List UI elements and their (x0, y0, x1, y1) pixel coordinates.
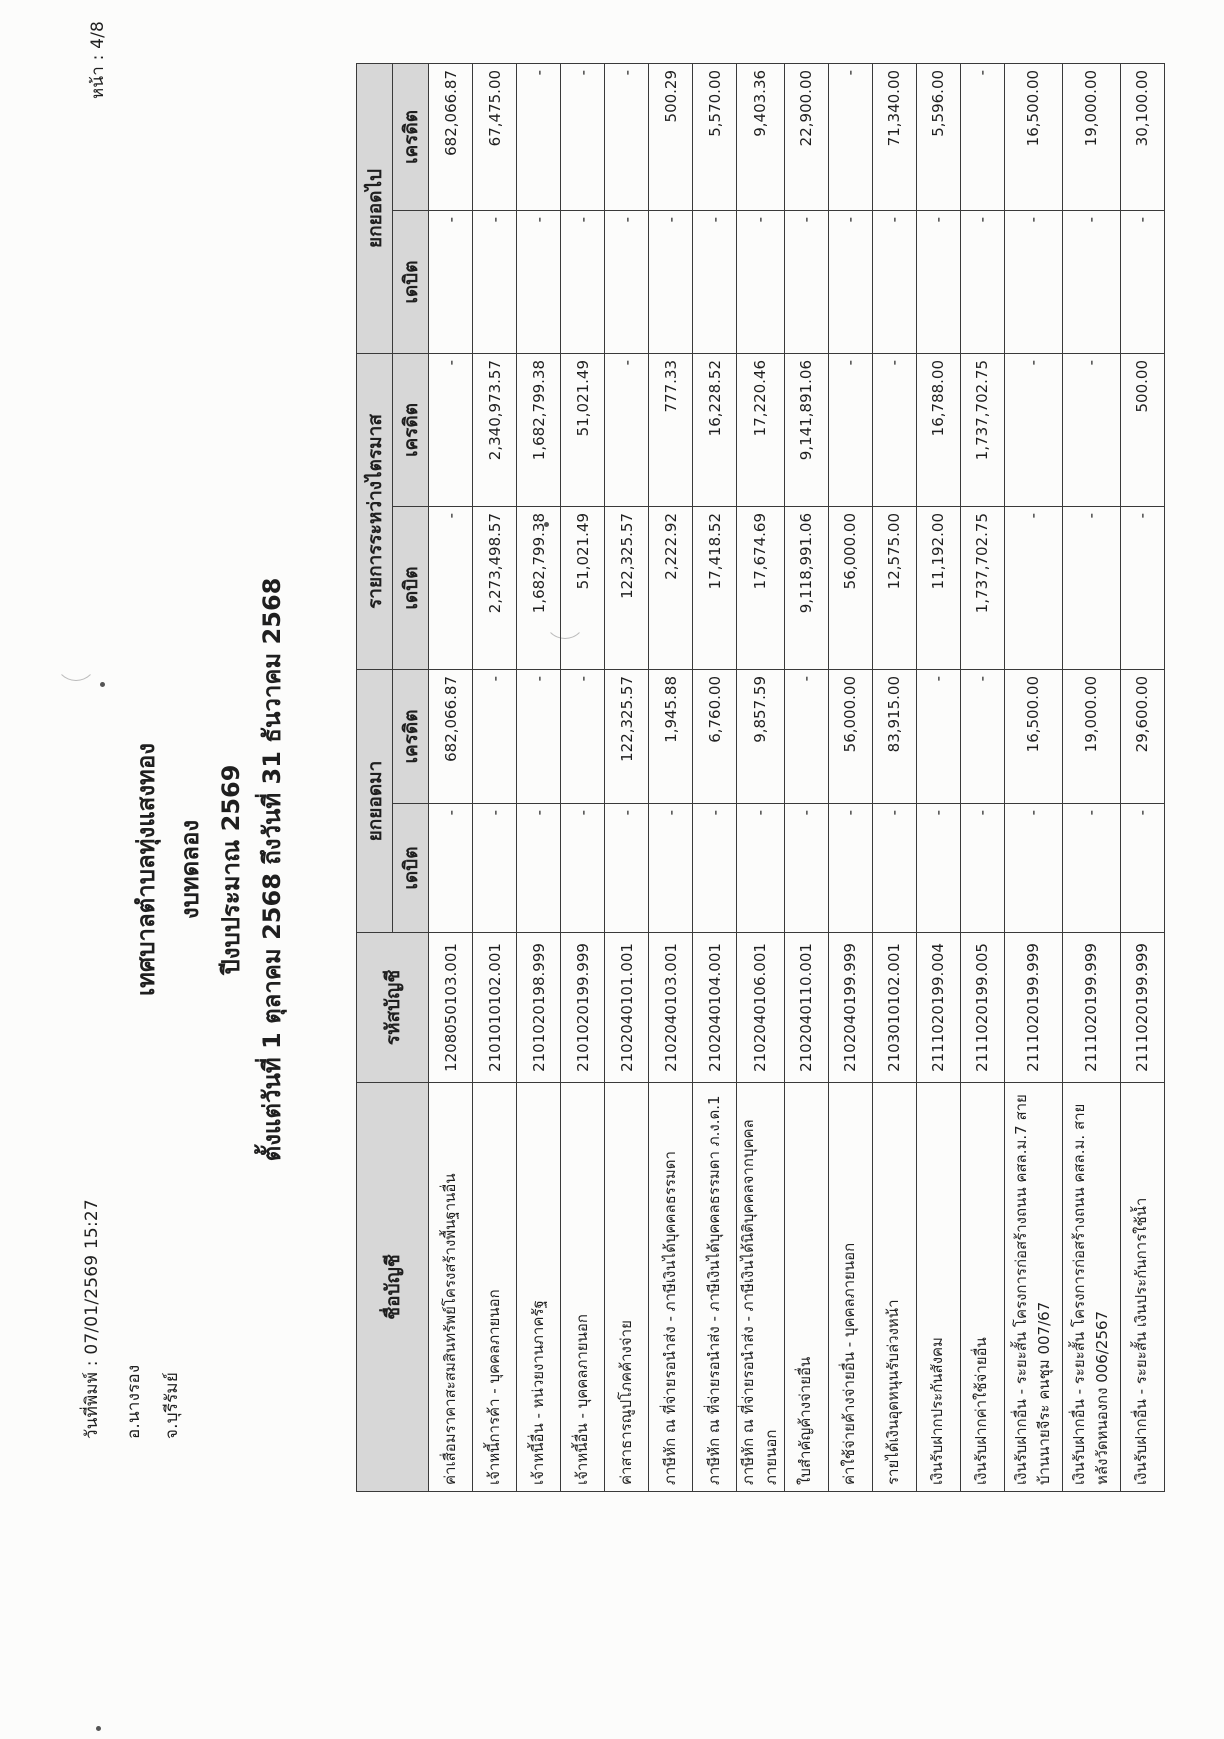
cf-credit-cell: 5,570.00 (693, 63, 737, 210)
cf-credit-cell: - (517, 63, 561, 210)
cf-debit-cell: - (1062, 210, 1120, 353)
quarter-credit-cell: 2,340,973.57 (473, 353, 517, 506)
bf-debit-cell: - (960, 804, 1004, 933)
quarter-credit-cell: 16,788.00 (916, 353, 960, 506)
col-header-debit: เดบิต (393, 804, 429, 933)
quarter-debit-cell: 17,674.69 (737, 507, 785, 670)
cf-credit-cell: - (960, 63, 1004, 210)
account-name-cell: ค่าสาธารณูปโภคค้างจ่าย (605, 1083, 649, 1492)
cf-debit-cell: - (473, 210, 517, 353)
cf-credit-cell: - (561, 63, 605, 210)
group-header-brought-forward: ยกยอดมา (357, 670, 393, 933)
table-row (916, 63, 960, 1491)
table-row (828, 63, 872, 1491)
account-code-cell: 1208050103.001 (429, 933, 473, 1083)
cf-debit-cell: - (737, 210, 785, 353)
quarter-credit-cell: - (1062, 353, 1120, 506)
cf-debit-cell: - (1004, 210, 1062, 353)
trial-balance-table (356, 63, 1165, 1492)
quarter-credit-cell: 1,682,799.38 (517, 353, 561, 506)
cf-debit-cell: - (828, 210, 872, 353)
account-name-cell: เงินรับฝากค่าใช้จ่ายอื่น (960, 1083, 1004, 1492)
group-header-carried-forward: ยกยอดไป (357, 63, 393, 353)
account-name-cell: เจ้าหนี้การค้า - บุคคลภายนอก (473, 1083, 517, 1492)
col-header-debit: เดบิต (393, 210, 429, 353)
account-name-cell: รายได้เงินอุดหนุนรับล่วงหน้า (872, 1083, 916, 1492)
quarter-debit-cell: 11,192.00 (916, 507, 960, 670)
bf-credit-cell: 9,857.59 (737, 670, 785, 804)
punch-dot (96, 1726, 101, 1731)
table-row (561, 63, 605, 1491)
table-row (473, 63, 517, 1491)
account-code-cell: 2102040104.001 (693, 933, 737, 1083)
cf-debit-cell: - (872, 210, 916, 353)
table-row (693, 63, 737, 1491)
bf-credit-cell: 29,600.00 (1120, 670, 1164, 804)
bf-credit-cell: - (517, 670, 561, 804)
account-name-cell: ภาษีหัก ณ ที่จ่ายรอนำส่ง - ภาษีเงินได้บุคคลธรรมดา ภ.ง.ด.1 (693, 1083, 737, 1492)
account-name-cell: เงินรับฝากอื่น - ระยะสั้น เงินประกันการใช้น้ำ (1120, 1083, 1164, 1492)
account-code-cell: 2111020199.999 (1004, 933, 1062, 1083)
bf-credit-cell: 16,500.00 (1004, 670, 1062, 804)
bf-credit-cell: 1,945.88 (649, 670, 693, 804)
bf-debit-cell: - (693, 804, 737, 933)
bf-debit-cell: - (605, 804, 649, 933)
table-row (649, 63, 693, 1491)
account-name-cell: เจ้าหนี้อื่น - หน่วยงานภาครัฐ (517, 1083, 561, 1492)
period: ตั้งแต่วันที่ 1 ตุลาคม 2568 ถึงวันที่ 31 ธันวาคม 2568 (258, 577, 286, 1162)
cf-debit-cell: - (693, 210, 737, 353)
table-row (429, 63, 473, 1491)
quarter-debit-cell: 1,682,799.38 (517, 507, 561, 670)
cf-debit-cell: - (960, 210, 1004, 353)
quarter-debit-cell: 2,222.92 (649, 507, 693, 670)
account-code-cell: 2102040110.001 (784, 933, 828, 1083)
account-name-cell: ค่าเสื่อมราคาสะสมสินทรัพย์โครงสร้างพื้นฐานอื่น (429, 1083, 473, 1492)
bf-debit-cell: - (828, 804, 872, 933)
quarter-credit-cell: - (605, 353, 649, 506)
bf-debit-cell: - (784, 804, 828, 933)
bf-debit-cell: - (916, 804, 960, 933)
bf-debit-cell: - (1004, 804, 1062, 933)
account-code-cell: 2101020199.999 (561, 933, 605, 1083)
quarter-debit-cell: - (1120, 507, 1164, 670)
account-code-cell: 2111020199.999 (1062, 933, 1120, 1083)
quarter-credit-cell: 1,737,702.75 (960, 353, 1004, 506)
cf-credit-cell: 500.29 (649, 63, 693, 210)
cf-credit-cell: 9,403.36 (737, 63, 785, 210)
cf-credit-cell: 67,475.00 (473, 63, 517, 210)
cf-credit-cell: 16,500.00 (1004, 63, 1062, 210)
cf-credit-cell: 71,340.00 (872, 63, 916, 210)
account-name-cell: เจ้าหนี้อื่น - บุคคลภายนอก (561, 1083, 605, 1492)
bf-credit-cell: 19,000.00 (1062, 670, 1120, 804)
table-row (784, 63, 828, 1491)
bf-credit-cell: 682,066.87 (429, 670, 473, 804)
quarter-debit-cell: - (429, 507, 473, 670)
account-name-cell: เงินรับฝากอื่น - ระยะสั้น โครงการก่อสร้างถนน คสล.ม. สายหลังวัดหนองกง 006/2567 (1062, 1083, 1120, 1492)
org-name: เทศบาลตำบลทุ่งแสงทอง (132, 743, 160, 997)
col-header-credit: เครดิต (393, 670, 429, 804)
cf-credit-cell: - (828, 63, 872, 210)
quarter-credit-cell: - (1004, 353, 1062, 506)
account-name-cell: ภาษีหัก ณ ที่จ่ายรอนำส่ง - ภาษีเงินได้นิติบุคคลจากบุคคลภายนอก (737, 1083, 785, 1492)
cf-credit-cell: 5,596.00 (916, 63, 960, 210)
quarter-debit-cell: 2,273,498.57 (473, 507, 517, 670)
cf-debit-cell: - (605, 210, 649, 353)
report-title: งบทดลอง (176, 819, 204, 920)
account-code-cell: 2111020199.004 (916, 933, 960, 1083)
bf-credit-cell: - (784, 670, 828, 804)
quarter-credit-cell: - (872, 353, 916, 506)
quarter-debit-cell: 12,575.00 (872, 507, 916, 670)
account-code-cell: 2111020199.005 (960, 933, 1004, 1083)
bf-debit-cell: - (649, 804, 693, 933)
table-row (872, 63, 916, 1491)
bf-debit-cell: - (561, 804, 605, 933)
binder-hole-mark (55, 639, 97, 681)
account-name-cell: ภาษีหัก ณ ที่จ่ายรอนำส่ง - ภาษีเงินได้บุคคลธรรมดา (649, 1083, 693, 1492)
table-row (1004, 63, 1062, 1491)
bf-credit-cell: - (473, 670, 517, 804)
account-name-cell: เงินรับฝากอื่น - ระยะสั้น โครงการก่อสร้างถนน คสล.ม.7 สายบ้านนายจีระ คนชุม 007/67 (1004, 1083, 1062, 1492)
cf-debit-cell: - (784, 210, 828, 353)
bf-credit-cell: 83,915.00 (872, 670, 916, 804)
account-code-cell: 2111020199.999 (1120, 933, 1164, 1083)
cf-debit-cell: - (517, 210, 561, 353)
bf-debit-cell: - (1120, 804, 1164, 933)
quarter-debit-cell: 122,325.57 (605, 507, 649, 670)
bf-credit-cell: - (916, 670, 960, 804)
quarter-credit-cell: - (429, 353, 473, 506)
page-number: หน้า : 4/8 (88, 20, 108, 99)
col-header-account-code: รหัสบัญชี (357, 933, 429, 1083)
province: จ.บุรีรัมย์ (162, 1372, 182, 1439)
bf-debit-cell: - (737, 804, 785, 933)
account-code-cell: 2102040103.001 (649, 933, 693, 1083)
account-code-cell: 2102040101.001 (605, 933, 649, 1083)
quarter-debit-cell: 51,021.49 (561, 507, 605, 670)
col-header-credit: เครดิต (393, 63, 429, 210)
cf-credit-cell: - (605, 63, 649, 210)
bf-credit-cell: - (960, 670, 1004, 804)
cf-debit-cell: - (1120, 210, 1164, 353)
quarter-debit-cell: - (1062, 507, 1120, 670)
cf-credit-cell: 19,000.00 (1062, 63, 1120, 210)
bf-credit-cell: 6,760.00 (693, 670, 737, 804)
cf-debit-cell: - (649, 210, 693, 353)
quarter-debit-cell: 56,000.00 (828, 507, 872, 670)
account-code-cell: 2102040199.999 (828, 933, 872, 1083)
table-row (960, 63, 1004, 1491)
quarter-debit-cell: 17,418.52 (693, 507, 737, 670)
fiscal-year: ปีงบประมาณ 2569 (217, 764, 245, 975)
account-code-cell: 2102040106.001 (737, 933, 785, 1083)
col-header-debit: เดบิต (393, 507, 429, 670)
district: อ.นางรอง (124, 1364, 144, 1439)
bf-credit-cell: 56,000.00 (828, 670, 872, 804)
quarter-credit-cell: 500.00 (1120, 353, 1164, 506)
group-header-quarter: รายการระหว่างไตรมาส (357, 353, 393, 669)
table-row (1120, 63, 1164, 1491)
quarter-debit-cell: 9,118,991.06 (784, 507, 828, 670)
account-code-cell: 2101020198.999 (517, 933, 561, 1083)
cf-debit-cell: - (429, 210, 473, 353)
punch-dot (100, 682, 105, 687)
account-code-cell: 2103010102.001 (872, 933, 916, 1083)
cf-credit-cell: 30,100.00 (1120, 63, 1164, 210)
quarter-credit-cell: - (828, 353, 872, 506)
quarter-debit-cell: - (1004, 507, 1062, 670)
print-date: วันที่พิมพ์ : 07/01/2569 15:27 (82, 1199, 102, 1439)
account-name-cell: ใบสำคัญค้างจ่ายอื่น (784, 1083, 828, 1492)
quarter-credit-cell: 9,141,891.06 (784, 353, 828, 506)
bf-debit-cell: - (1062, 804, 1120, 933)
quarter-credit-cell: 777.33 (649, 353, 693, 506)
col-header-credit: เครดิต (393, 353, 429, 506)
bf-debit-cell: - (429, 804, 473, 933)
quarter-credit-cell: 16,228.52 (693, 353, 737, 506)
bf-debit-cell: - (517, 804, 561, 933)
cf-debit-cell: - (916, 210, 960, 353)
table-row (737, 63, 785, 1491)
quarter-debit-cell: 1,737,702.75 (960, 507, 1004, 670)
table-row (605, 63, 649, 1491)
account-code-cell: 2101010102.001 (473, 933, 517, 1083)
cf-credit-cell: 22,900.00 (784, 63, 828, 210)
bf-credit-cell: - (561, 670, 605, 804)
bf-credit-cell: 122,325.57 (605, 670, 649, 804)
cf-credit-cell: 682,066.87 (429, 63, 473, 210)
account-name-cell: เงินรับฝากประกันสังคม (916, 1083, 960, 1492)
col-header-account-name: ชื่อบัญชี (357, 1083, 429, 1492)
table-row (517, 63, 561, 1491)
cf-debit-cell: - (561, 210, 605, 353)
account-name-cell: ค่าใช้จ่ายค้างจ่ายอื่น - บุคคลภายนอก (828, 1083, 872, 1492)
table-row (1062, 63, 1120, 1491)
quarter-credit-cell: 51,021.49 (561, 353, 605, 506)
bf-debit-cell: - (872, 804, 916, 933)
bf-debit-cell: - (473, 804, 517, 933)
quarter-credit-cell: 17,220.46 (737, 353, 785, 506)
